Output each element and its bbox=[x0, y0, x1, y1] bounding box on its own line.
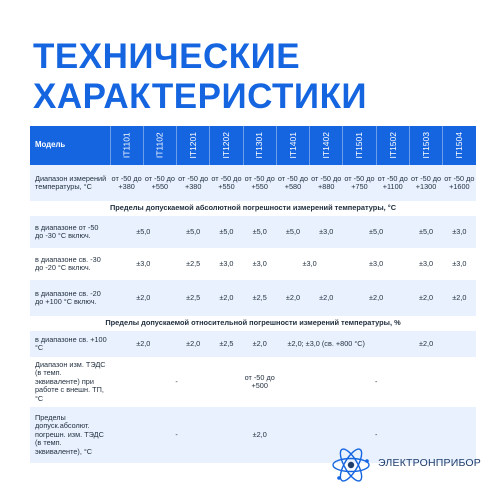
table-cell: ±5,0 bbox=[343, 216, 410, 248]
model-column-header: IT1401 bbox=[276, 126, 309, 165]
company-logo bbox=[330, 444, 490, 484]
table-cell: ±5,0 bbox=[110, 216, 177, 248]
table-header-row bbox=[30, 126, 476, 165]
model-column-header: IT1502 bbox=[376, 126, 409, 165]
table-cell: ±5,0 bbox=[409, 216, 442, 248]
table-cell: от -50 до +1600 bbox=[443, 165, 476, 201]
row-label: в диапазоне св. -20 до +100 °С включ. bbox=[30, 280, 110, 316]
table-cell: - bbox=[374, 376, 378, 386]
table-row bbox=[30, 357, 476, 407]
model-column-header: IT1503 bbox=[409, 126, 442, 165]
table-cell: от -50 до +380 bbox=[110, 165, 143, 201]
table-cell: ±2,0 bbox=[210, 280, 243, 316]
row-label: в диапазоне св. +100 °С bbox=[30, 331, 110, 357]
row-label: в диапазоне от -50 до -30 °С включ. bbox=[30, 216, 110, 248]
table-cell: от -50 до +1300 bbox=[409, 165, 442, 201]
section-header-absolute bbox=[30, 201, 476, 216]
table-cell: от -50 до +1100 bbox=[376, 165, 409, 201]
section-title: Пределы допускаемой относительной погрешности измерений температуры, % bbox=[105, 318, 401, 328]
model-column-header: IT1202 bbox=[210, 126, 243, 165]
model-header: Модель bbox=[30, 126, 110, 165]
table-cell: ±2,0; ±3,0 (св. +800 °С) bbox=[276, 331, 376, 357]
table-cell: ±2,5 bbox=[210, 331, 243, 357]
table-cell: ±2,0 bbox=[177, 331, 210, 357]
table-cell: ±2,0 bbox=[110, 280, 177, 316]
page-title bbox=[33, 37, 367, 117]
specs-table bbox=[30, 126, 476, 463]
table-cell: от -50 до +550 bbox=[143, 165, 176, 201]
model-column-header: IT1201 bbox=[177, 126, 210, 165]
title-line-1: ТЕХНИЧЕСКИЕ bbox=[33, 37, 301, 76]
section-title: Пределы допускаемой абсолютной погрешности измерений температуры, °С bbox=[109, 203, 397, 213]
table-cell: от -50 до +550 bbox=[210, 165, 243, 201]
table-cell: ±5,0 bbox=[243, 216, 276, 248]
table-cell: ±5,0 bbox=[177, 216, 210, 248]
model-column-header: IT1501 bbox=[343, 126, 376, 165]
table-cell: от -50 до +500 bbox=[244, 372, 275, 390]
table-cell: ±2,0 bbox=[409, 280, 442, 316]
table-cell: ±5,0 bbox=[276, 216, 309, 248]
table-cell: ±2,0 bbox=[243, 407, 276, 463]
table-cell: ±3,0 bbox=[136, 258, 151, 268]
table-cell: ±3,0 bbox=[219, 258, 234, 268]
table-cell: ±2,0 bbox=[443, 280, 476, 316]
table-cell: от -50 до +580 bbox=[276, 165, 309, 201]
table-cell: ±2,0 bbox=[276, 280, 309, 316]
table-cell: ±2,5 bbox=[243, 280, 276, 316]
table-row bbox=[30, 216, 476, 248]
table-cell: от -50 до +380 bbox=[177, 165, 210, 201]
table-cell: ±3,0 bbox=[369, 258, 384, 268]
table-cell: - bbox=[175, 376, 178, 386]
table-cell: ±2,5 bbox=[186, 258, 201, 268]
table-cell: ±3,0 bbox=[418, 258, 434, 268]
model-column-header: IT1101 bbox=[110, 126, 143, 165]
table-cell: ±2,0 bbox=[376, 331, 476, 357]
model-column-header: IT1102 bbox=[143, 126, 176, 165]
table-row bbox=[30, 331, 476, 357]
table-cell: ±2,5 bbox=[177, 280, 210, 316]
row-label: Диапазон изм. ТЭДС (в темп. эквиваленте) при работе с внешн. ТП, °С bbox=[35, 359, 106, 403]
table-row bbox=[30, 280, 476, 316]
model-column-header: IT1301 bbox=[243, 126, 276, 165]
table-cell: ±2,0 bbox=[110, 331, 177, 357]
table-cell: ±3,0 bbox=[302, 258, 317, 268]
specs-table-container bbox=[30, 126, 476, 463]
range-row bbox=[30, 165, 476, 201]
table-cell: ±2,0 bbox=[243, 331, 276, 357]
table-cell: ±3,0 bbox=[452, 258, 467, 268]
table-cell: ±5,0 bbox=[210, 216, 243, 248]
logo-text: ЭЛЕКТРОНПРИБОР bbox=[378, 457, 481, 469]
table-cell: - bbox=[276, 407, 476, 463]
model-column-header: IT1504 bbox=[443, 126, 476, 165]
atom-icon bbox=[330, 444, 372, 486]
table-cell: ±3,0 bbox=[252, 258, 267, 268]
row-label: Пределы допуск.абсолют. погрешн. изм. ТЭДС (в темп. эквиваленте), °С bbox=[30, 407, 110, 463]
table-cell: от -50 до +750 bbox=[343, 165, 376, 201]
row-label: в диапазоне св. -30 до -20 °С включ. bbox=[35, 254, 101, 272]
table-cell: ±3,0 bbox=[310, 216, 343, 248]
table-cell: - bbox=[110, 407, 243, 463]
table-cell: от -50 до +880 bbox=[310, 165, 343, 201]
table-cell: ±3,0 bbox=[443, 216, 476, 248]
table-row bbox=[30, 248, 476, 280]
section-header-relative bbox=[30, 316, 476, 331]
row-label: Диапазон измерений температуры, °С bbox=[30, 165, 110, 201]
table-cell: от -50 до +550 bbox=[243, 165, 276, 201]
model-column-header: IT1402 bbox=[310, 126, 343, 165]
title-line-2: ХАРАКТЕРИСТИКИ bbox=[33, 77, 368, 116]
table-cell: ±2,0 bbox=[310, 280, 343, 316]
table-cell: ±2,0 bbox=[343, 280, 410, 316]
